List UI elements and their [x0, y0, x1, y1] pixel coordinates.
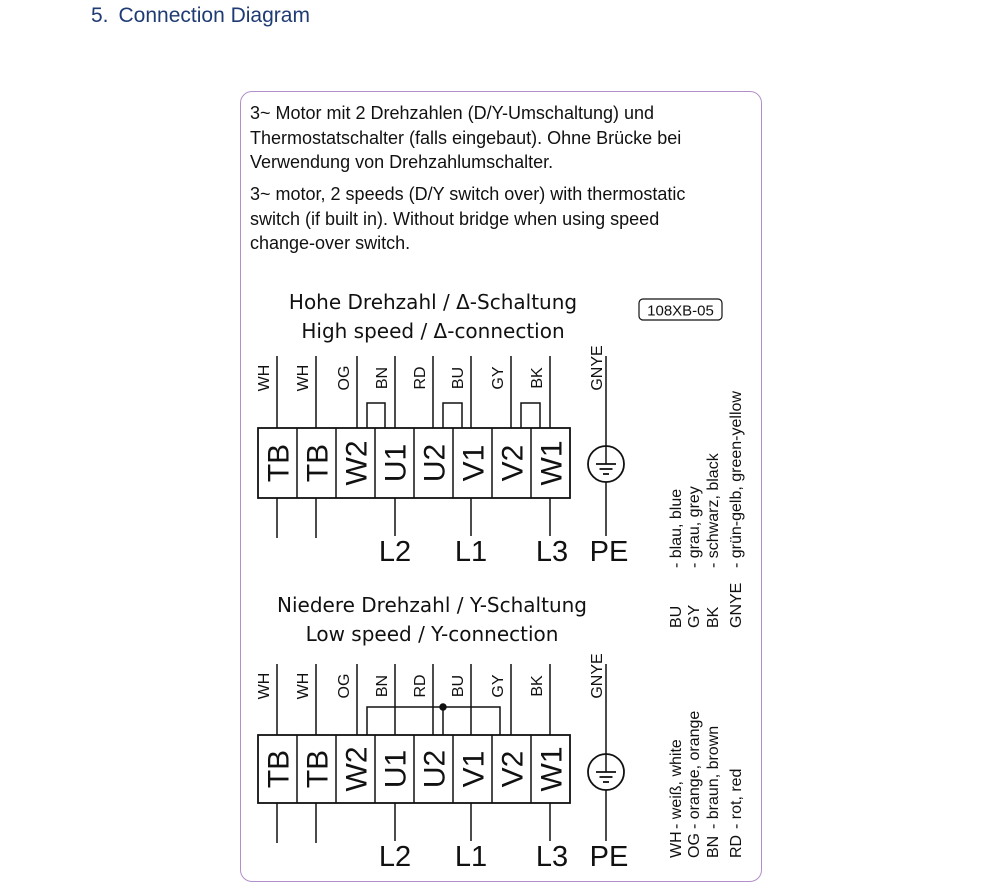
- legend-description: - schwarz, black: [705, 453, 722, 568]
- high-wire-label-wh: WH: [256, 364, 273, 392]
- bridge-u2-v1: [443, 403, 462, 428]
- high-terminal-tb: TB: [262, 443, 296, 483]
- high-wire-label-bu: BU: [450, 366, 467, 390]
- high-line-pe: PE: [589, 536, 629, 568]
- low-terminal-w2: W2: [340, 746, 374, 792]
- high-speed-title-en: High speed / Δ-connection: [301, 319, 565, 343]
- high-terminal-v2: V2: [496, 444, 530, 482]
- legend-code: WH: [668, 831, 685, 858]
- description-en-line: change-over switch.: [250, 233, 411, 253]
- low-wire-label-wh: WH: [295, 672, 312, 700]
- high-wire-label-bn: BN: [374, 366, 391, 390]
- section-number: 5.: [91, 4, 109, 27]
- bridge-w2-u1: [367, 403, 385, 428]
- legend-code: GY: [686, 604, 703, 628]
- section-title: Connection Diagram: [118, 4, 310, 27]
- low-line-l3: L3: [535, 841, 569, 873]
- low-line-l2: L2: [378, 841, 412, 873]
- description-de-line: Verwendung von Drehzahlumschalter.: [250, 152, 554, 172]
- high-wire-label-og: OG: [336, 365, 353, 391]
- low-wire-label-bn: BN: [374, 674, 391, 698]
- description-en-line: switch (if built in). Without bridge when using speed: [250, 208, 660, 229]
- low-terminal-u2: U2: [418, 749, 452, 789]
- high-wire-label-wh: WH: [295, 364, 312, 392]
- legend-code: OG: [686, 833, 703, 858]
- legend-description: - rot, red: [728, 768, 745, 829]
- low-speed-connection: [256, 653, 628, 873]
- low-wire-label-wh: WH: [256, 672, 273, 700]
- low-wire-label-og: OG: [336, 673, 353, 699]
- high-terminal-tb: TB: [301, 443, 335, 483]
- legend-code: RD: [728, 834, 745, 858]
- low-speed-title-en: Low speed / Y-connection: [305, 622, 559, 646]
- legend-code: BU: [668, 605, 685, 628]
- high-terminal-w2: W2: [340, 440, 374, 486]
- bridge-v2-w1: [521, 403, 540, 428]
- low-terminal-w1: W1: [535, 746, 569, 792]
- high-wire-label-gy: GY: [490, 366, 507, 390]
- low-line-pe: PE: [589, 841, 629, 873]
- high-line-l3: L3: [535, 536, 569, 568]
- legend-description: - orange, orange: [686, 710, 703, 829]
- low-terminal-tb: TB: [262, 749, 296, 789]
- low-wire-label-gy: GY: [490, 674, 507, 698]
- high-ground-label: GNYE: [589, 345, 606, 391]
- legend-description: - grün-gelb, green-yellow: [728, 391, 745, 568]
- high-terminal-u2: U2: [418, 443, 452, 483]
- star-point: [440, 704, 446, 710]
- legend-description: - weiß, white: [668, 739, 685, 829]
- low-terminal-v2: V2: [496, 750, 530, 788]
- legend-description: - grau, grey: [686, 486, 703, 568]
- diagram-code: 108XB-05: [647, 302, 714, 320]
- high-terminal-w1: W1: [535, 440, 569, 486]
- high-speed-bridges: [367, 403, 540, 428]
- high-line-l1: L1: [454, 536, 488, 568]
- high-line-l2: L2: [378, 536, 412, 568]
- legend-colors-a: [668, 391, 745, 628]
- high-speed-connection: [256, 345, 628, 568]
- description-de-line: 3~ Motor mit 2 Drehzahlen (D/Y-Umschaltung) und: [250, 103, 655, 123]
- low-wire-label-bu: BU: [450, 674, 467, 698]
- low-ground-label: GNYE: [589, 653, 606, 699]
- low-terminal-tb: TB: [301, 749, 335, 789]
- high-wire-label-bk: BK: [529, 367, 546, 389]
- high-terminal-u1: U1: [379, 443, 413, 483]
- low-speed-title-de: Niedere Drehzahl / Y-Schaltung: [277, 593, 587, 617]
- diagram-code-box: [639, 299, 722, 320]
- low-terminal-v1: V1: [457, 750, 491, 788]
- legend-code: GNYE: [728, 582, 745, 628]
- low-terminal-u1: U1: [379, 749, 413, 789]
- low-line-l1: L1: [454, 841, 488, 873]
- high-wire-label-rd: RD: [412, 366, 429, 390]
- description-de-line: Thermostatschalter (falls eingebaut). Ohne Brücke bei: [250, 127, 682, 148]
- high-speed-title-de: Hohe Drehzahl / Δ-Schaltung: [288, 290, 578, 314]
- low-wire-label-bk: BK: [529, 675, 546, 697]
- legend-description: - blau, blue: [668, 488, 685, 568]
- legend-description: - braun, brown: [705, 725, 722, 829]
- legend-code: BK: [705, 606, 722, 628]
- high-terminal-v1: V1: [457, 444, 491, 482]
- legend-code: BN: [705, 835, 722, 858]
- legend-colors-b: [668, 711, 745, 858]
- low-wire-label-rd: RD: [412, 674, 429, 698]
- description-en-line: 3~ motor, 2 speeds (D/Y switch over) with thermostatic: [250, 184, 686, 204]
